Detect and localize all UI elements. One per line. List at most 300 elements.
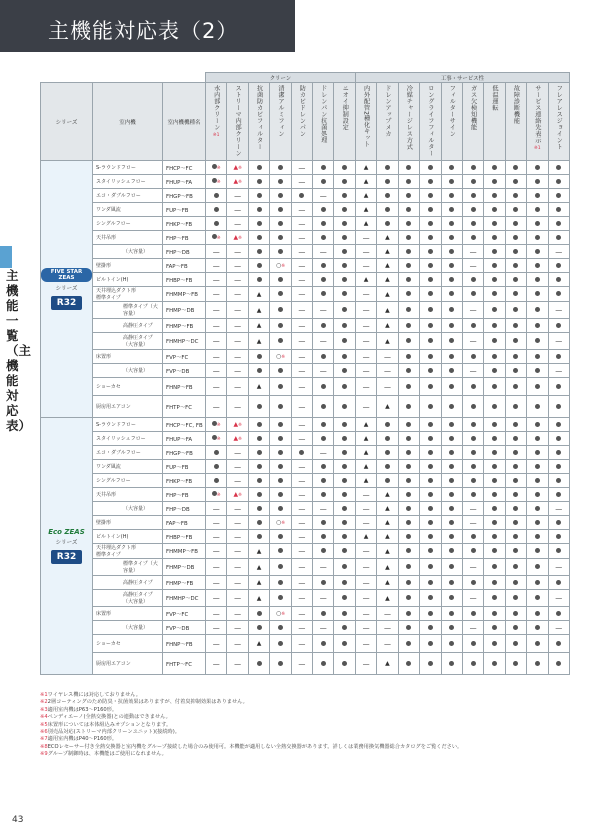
supported-dot bbox=[248, 446, 269, 460]
page-title: 主機能対応表（2） bbox=[48, 19, 239, 43]
supported-dot bbox=[377, 460, 398, 474]
indoor-unit-name: 床置形 bbox=[93, 607, 163, 621]
supported-dot bbox=[270, 287, 291, 302]
supported-dot bbox=[420, 189, 441, 203]
supported-dot bbox=[505, 245, 526, 259]
supported-dot bbox=[505, 175, 526, 189]
supported-dot bbox=[505, 502, 526, 516]
not-supported-dash: — bbox=[227, 189, 248, 203]
feature-column-header bbox=[355, 83, 376, 161]
indoor-unit-name: ワンダ風流 bbox=[93, 203, 163, 217]
feature-column-header bbox=[548, 83, 569, 161]
indoor-unit-name: （大容量） bbox=[93, 621, 163, 635]
supported-dot bbox=[484, 530, 505, 544]
supported-dot bbox=[248, 530, 269, 544]
supported-dot bbox=[441, 333, 462, 350]
supported-dot bbox=[398, 245, 419, 259]
not-supported-dash: — bbox=[291, 273, 312, 287]
supported-dot bbox=[334, 333, 355, 350]
model-name: FHBP～FB bbox=[163, 273, 206, 287]
supported-dot bbox=[441, 474, 462, 488]
not-supported-dash: — bbox=[355, 488, 376, 502]
supported-dot bbox=[248, 217, 269, 231]
not-supported-dash: — bbox=[355, 576, 376, 590]
supported-dot bbox=[462, 217, 483, 231]
feature-label: 冷媒チャージレス方式 bbox=[405, 85, 413, 150]
not-supported-dash: — bbox=[291, 621, 312, 635]
supported-dot bbox=[462, 319, 483, 333]
unit-type: 天井埋込ダクト形 bbox=[96, 288, 137, 294]
not-supported-dash: — bbox=[291, 502, 312, 516]
optional-triangle: ▲ bbox=[355, 175, 376, 189]
not-supported-dash: — bbox=[206, 516, 227, 530]
not-supported-dash: — bbox=[462, 333, 483, 350]
supported-dot bbox=[505, 576, 526, 590]
table-row bbox=[41, 446, 570, 460]
supported-dot bbox=[248, 175, 269, 189]
not-supported-dash: — bbox=[227, 350, 248, 364]
supported-dot-with-note: ※ bbox=[206, 175, 227, 189]
model-name: FUP～FB bbox=[163, 460, 206, 474]
not-supported-dash: — bbox=[291, 516, 312, 530]
not-supported-dash: — bbox=[227, 273, 248, 287]
footnote-text: 2層コーティングのため防臭・抗菌効果はありますが、付着臭抑制効果はありません。 bbox=[47, 699, 248, 706]
model-name: FHP～DB bbox=[163, 245, 206, 259]
supported-dot bbox=[484, 302, 505, 319]
optional-triangle: ▲ bbox=[355, 474, 376, 488]
indoor-unit-name: 高静圧タイプ bbox=[93, 576, 163, 590]
supported-dot bbox=[270, 621, 291, 635]
supported-dot bbox=[505, 607, 526, 621]
supported-dot bbox=[548, 516, 569, 530]
not-supported-dash: — bbox=[291, 161, 312, 175]
supported-dot bbox=[420, 350, 441, 364]
supported-dot bbox=[334, 273, 355, 287]
partial-circle-with-note: ○※ bbox=[270, 350, 291, 364]
indoor-unit-name: 標準タイプ（大容量） bbox=[93, 559, 163, 576]
supported-dot bbox=[248, 653, 269, 675]
optional-triangle: ▲ bbox=[248, 319, 269, 333]
supported-dot bbox=[270, 217, 291, 231]
footnote-text: 床置形については本体組込みオプションとなります。 bbox=[47, 721, 172, 728]
supported-dot bbox=[248, 516, 269, 530]
not-supported-dash: — bbox=[377, 635, 398, 653]
not-supported-dash: — bbox=[291, 333, 312, 350]
supported-dot bbox=[462, 432, 483, 446]
not-supported-dash: — bbox=[548, 302, 569, 319]
supported-dot bbox=[270, 396, 291, 418]
optional-triangle: ▲ bbox=[377, 653, 398, 675]
supported-dot bbox=[484, 161, 505, 175]
indoor-unit-name: スタイリッシュフロー bbox=[93, 432, 163, 446]
optional-triangle: ▲ bbox=[377, 245, 398, 259]
model-name: FHNP～FB bbox=[163, 378, 206, 396]
supported-dot bbox=[441, 364, 462, 378]
not-supported-dash: — bbox=[462, 516, 483, 530]
not-supported-dash: — bbox=[355, 559, 376, 576]
not-supported-dash: — bbox=[291, 460, 312, 474]
supported-dot bbox=[505, 333, 526, 350]
unit-subtype: 標準タイプ bbox=[96, 552, 121, 558]
indoor-unit-name: エコ・ダブルフロー bbox=[93, 189, 163, 203]
supported-dot bbox=[505, 273, 526, 287]
footnote-line bbox=[40, 722, 570, 729]
not-supported-dash: — bbox=[227, 530, 248, 544]
not-supported-dash: — bbox=[462, 302, 483, 319]
supported-dot-with-note: ※ bbox=[206, 488, 227, 502]
supported-dot bbox=[548, 432, 569, 446]
supported-dot bbox=[313, 161, 334, 175]
not-supported-dash: — bbox=[313, 590, 334, 607]
not-supported-dash: — bbox=[291, 559, 312, 576]
supported-dot bbox=[462, 530, 483, 544]
not-supported-dash: — bbox=[462, 364, 483, 378]
not-supported-dash: — bbox=[313, 302, 334, 319]
supported-dot bbox=[462, 418, 483, 432]
feature-table bbox=[40, 72, 570, 675]
supported-dot bbox=[377, 217, 398, 231]
supported-dot bbox=[334, 245, 355, 259]
supported-dot bbox=[420, 396, 441, 418]
supported-dot bbox=[270, 559, 291, 576]
supported-dot bbox=[548, 635, 569, 653]
supported-dot bbox=[505, 364, 526, 378]
not-supported-dash: — bbox=[227, 635, 248, 653]
supported-dot bbox=[462, 576, 483, 590]
not-supported-dash: — bbox=[206, 607, 227, 621]
supported-dot bbox=[420, 544, 441, 559]
supported-dot bbox=[270, 319, 291, 333]
supported-dot bbox=[484, 217, 505, 231]
supported-dot bbox=[420, 287, 441, 302]
optional-triangle: ▲ bbox=[377, 273, 398, 287]
not-supported-dash: — bbox=[548, 621, 569, 635]
supported-dot bbox=[420, 590, 441, 607]
supported-dot-with-note: ※ bbox=[206, 231, 227, 245]
optional-triangle: ▲ bbox=[248, 576, 269, 590]
supported-dot bbox=[270, 530, 291, 544]
not-supported-dash: — bbox=[462, 245, 483, 259]
supported-dot bbox=[484, 418, 505, 432]
supported-dot bbox=[527, 516, 548, 530]
supported-dot bbox=[398, 607, 419, 621]
model-name: FHP～DB bbox=[163, 502, 206, 516]
supported-dot bbox=[441, 418, 462, 432]
not-supported-dash: — bbox=[206, 319, 227, 333]
indoor-unit-name bbox=[93, 287, 163, 302]
optional-triangle: ▲ bbox=[377, 576, 398, 590]
supported-dot bbox=[484, 635, 505, 653]
model-name: FHMMP～FB bbox=[163, 287, 206, 302]
supported-dot bbox=[548, 460, 569, 474]
supported-dot bbox=[313, 607, 334, 621]
not-supported-dash: — bbox=[548, 245, 569, 259]
indoor-unit-name: 高静圧タイプ（大容量） bbox=[93, 333, 163, 350]
not-supported-dash: — bbox=[206, 530, 227, 544]
supported-dot bbox=[313, 474, 334, 488]
supported-dot bbox=[420, 302, 441, 319]
footnote-key: ※2 bbox=[40, 699, 48, 706]
supported-dot bbox=[398, 488, 419, 502]
supported-dot bbox=[441, 302, 462, 319]
footnote-text: 別売品対応(ストリーマ内部クリーンユニット)(接続時)。 bbox=[47, 729, 180, 736]
supported-dot bbox=[505, 231, 526, 245]
supported-dot bbox=[248, 396, 269, 418]
not-supported-dash: — bbox=[291, 576, 312, 590]
not-supported-dash: — bbox=[227, 203, 248, 217]
not-supported-dash: — bbox=[227, 217, 248, 231]
supported-dot bbox=[484, 544, 505, 559]
supported-dot bbox=[548, 653, 569, 675]
supported-dot bbox=[548, 231, 569, 245]
optional-triangle: ▲ bbox=[355, 189, 376, 203]
section-tab-marker bbox=[0, 246, 12, 268]
feature-column-header bbox=[248, 83, 269, 161]
supported-dot bbox=[548, 446, 569, 460]
indoor-unit-name: 厨房用エアコン bbox=[93, 653, 163, 675]
supported-dot bbox=[270, 161, 291, 175]
indoor-unit-name: （大容量） bbox=[93, 364, 163, 378]
supported-dot bbox=[398, 446, 419, 460]
supported-dot bbox=[334, 502, 355, 516]
model-name: FVP～FC bbox=[163, 350, 206, 364]
not-supported-dash: — bbox=[313, 446, 334, 460]
not-supported-dash: — bbox=[462, 590, 483, 607]
supported-dot bbox=[548, 319, 569, 333]
not-supported-dash: — bbox=[355, 635, 376, 653]
supported-dot bbox=[398, 621, 419, 635]
table-row bbox=[41, 653, 570, 675]
supported-dot bbox=[527, 621, 548, 635]
not-supported-dash: — bbox=[206, 576, 227, 590]
not-supported-dash: — bbox=[291, 607, 312, 621]
supported-dot bbox=[505, 635, 526, 653]
optional-triangle: ▲ bbox=[355, 161, 376, 175]
table-row bbox=[41, 396, 570, 418]
supported-dot bbox=[462, 378, 483, 396]
footnote-key: ※1 bbox=[40, 692, 48, 698]
supported-dot bbox=[441, 621, 462, 635]
supported-dot bbox=[527, 590, 548, 607]
not-supported-dash: — bbox=[291, 474, 312, 488]
indoor-unit-name: 壁掛形 bbox=[93, 516, 163, 530]
supported-dot bbox=[527, 273, 548, 287]
optional-triangle-with-note: ▲※ bbox=[227, 231, 248, 245]
model-name: FHMP～DB bbox=[163, 559, 206, 576]
model-column-header: 室内機機種名 bbox=[163, 83, 206, 161]
supported-dot bbox=[398, 530, 419, 544]
feature-label: 防カビドレンパン bbox=[298, 85, 306, 137]
indoor-unit-name: ワンダ風流 bbox=[93, 460, 163, 474]
supported-dot bbox=[462, 396, 483, 418]
series-column-header: シリーズ bbox=[41, 83, 93, 161]
supported-dot bbox=[313, 460, 334, 474]
supported-dot bbox=[548, 530, 569, 544]
supported-dot bbox=[441, 350, 462, 364]
supported-dot bbox=[505, 418, 526, 432]
optional-triangle: ▲ bbox=[377, 333, 398, 350]
model-name: FHCP～FC bbox=[163, 161, 206, 175]
not-supported-dash: — bbox=[291, 378, 312, 396]
supported-dot bbox=[527, 432, 548, 446]
not-supported-dash: — bbox=[355, 544, 376, 559]
supported-dot bbox=[484, 273, 505, 287]
supported-dot bbox=[441, 653, 462, 675]
supported-dot bbox=[441, 259, 462, 273]
not-supported-dash: — bbox=[227, 607, 248, 621]
supported-dot bbox=[484, 621, 505, 635]
indoor-unit-name bbox=[93, 544, 163, 559]
optional-triangle: ▲ bbox=[377, 544, 398, 559]
supported-dot bbox=[270, 590, 291, 607]
supported-dot bbox=[270, 175, 291, 189]
supported-dot bbox=[527, 259, 548, 273]
not-supported-dash: — bbox=[206, 259, 227, 273]
supported-dot bbox=[441, 576, 462, 590]
supported-dot bbox=[248, 231, 269, 245]
supported-dot bbox=[270, 245, 291, 259]
footnote-text: ペンディエーノ(全熱交換器)との連動はできません。 bbox=[47, 714, 171, 721]
supported-dot bbox=[527, 217, 548, 231]
supported-dot bbox=[270, 364, 291, 378]
supported-dot bbox=[548, 488, 569, 502]
supported-dot bbox=[377, 189, 398, 203]
supported-dot bbox=[398, 502, 419, 516]
supported-dot bbox=[334, 590, 355, 607]
optional-triangle: ▲ bbox=[355, 217, 376, 231]
supported-dot bbox=[462, 460, 483, 474]
not-supported-dash: — bbox=[377, 364, 398, 378]
table-row bbox=[41, 607, 570, 621]
supported-dot bbox=[270, 544, 291, 559]
supported-dot bbox=[420, 418, 441, 432]
supported-dot bbox=[527, 607, 548, 621]
indoor-unit-name: 天井吊形 bbox=[93, 231, 163, 245]
supported-dot bbox=[484, 189, 505, 203]
supported-dot bbox=[484, 590, 505, 607]
supported-dot bbox=[505, 287, 526, 302]
model-name: FAP～FB bbox=[163, 259, 206, 273]
model-name: FVP～DB bbox=[163, 621, 206, 635]
supported-dot bbox=[248, 350, 269, 364]
optional-triangle: ▲ bbox=[377, 259, 398, 273]
supported-dot bbox=[398, 559, 419, 576]
supported-dot bbox=[462, 544, 483, 559]
optional-triangle: ▲ bbox=[377, 396, 398, 418]
supported-dot bbox=[398, 432, 419, 446]
supported-dot bbox=[270, 333, 291, 350]
refrigerant-badge: R32 bbox=[51, 296, 82, 310]
unit-subtype: 標準タイプ bbox=[96, 295, 121, 301]
not-supported-dash: — bbox=[291, 259, 312, 273]
supported-dot bbox=[484, 488, 505, 502]
footnote-line bbox=[40, 699, 570, 706]
not-supported-dash: — bbox=[462, 621, 483, 635]
supported-dot bbox=[527, 203, 548, 217]
supported-dot bbox=[484, 396, 505, 418]
supported-dot bbox=[441, 559, 462, 576]
not-supported-dash: — bbox=[227, 621, 248, 635]
not-supported-dash: — bbox=[291, 418, 312, 432]
supported-dot bbox=[270, 378, 291, 396]
not-supported-dash: — bbox=[206, 653, 227, 675]
feature-column-header bbox=[398, 83, 419, 161]
feature-label: 清潔アルミフィン bbox=[276, 85, 284, 137]
supported-dot bbox=[548, 161, 569, 175]
model-name: FHUP～FA bbox=[163, 432, 206, 446]
supported-dot bbox=[334, 231, 355, 245]
optional-triangle: ▲ bbox=[355, 203, 376, 217]
supported-dot bbox=[527, 488, 548, 502]
supported-dot bbox=[313, 287, 334, 302]
optional-triangle: ▲ bbox=[355, 530, 376, 544]
feature-label: 故障診断機能 bbox=[512, 85, 520, 124]
not-supported-dash: — bbox=[227, 559, 248, 576]
optional-triangle: ▲ bbox=[248, 544, 269, 559]
supported-dot bbox=[484, 653, 505, 675]
not-supported-dash: — bbox=[313, 245, 334, 259]
not-supported-dash: — bbox=[548, 333, 569, 350]
optional-triangle: ▲ bbox=[248, 590, 269, 607]
supported-dot bbox=[270, 474, 291, 488]
not-supported-dash: — bbox=[206, 590, 227, 607]
feature-column-header bbox=[484, 83, 505, 161]
supported-dot bbox=[484, 502, 505, 516]
supported-dot bbox=[441, 273, 462, 287]
table-row bbox=[41, 217, 570, 231]
supported-dot bbox=[420, 245, 441, 259]
not-supported-dash: — bbox=[355, 350, 376, 364]
supported-dot bbox=[377, 175, 398, 189]
supported-dot bbox=[398, 544, 419, 559]
not-supported-dash: — bbox=[355, 302, 376, 319]
not-supported-dash: — bbox=[355, 653, 376, 675]
supported-dot bbox=[420, 621, 441, 635]
feature-column-header bbox=[462, 83, 483, 161]
supported-dot bbox=[313, 516, 334, 530]
optional-triangle: ▲ bbox=[377, 302, 398, 319]
supported-dot bbox=[484, 378, 505, 396]
not-supported-dash: — bbox=[462, 559, 483, 576]
not-supported-dash: — bbox=[462, 259, 483, 273]
supported-dot bbox=[313, 175, 334, 189]
supported-dot bbox=[248, 203, 269, 217]
not-supported-dash: — bbox=[291, 231, 312, 245]
indoor-unit-name: S-ラウンドフロー bbox=[93, 161, 163, 175]
supported-dot bbox=[206, 460, 227, 474]
supported-dot bbox=[505, 396, 526, 418]
supported-dot bbox=[398, 175, 419, 189]
supported-dot bbox=[484, 287, 505, 302]
optional-triangle-with-note: ▲※ bbox=[227, 161, 248, 175]
not-supported-dash: — bbox=[227, 378, 248, 396]
supported-dot bbox=[441, 203, 462, 217]
table-row bbox=[41, 259, 570, 273]
not-supported-dash: — bbox=[291, 590, 312, 607]
not-supported-dash: — bbox=[291, 287, 312, 302]
table-row bbox=[41, 364, 570, 378]
not-supported-dash: — bbox=[227, 516, 248, 530]
footnote-key: ※6 bbox=[40, 729, 48, 736]
optional-triangle: ▲ bbox=[377, 590, 398, 607]
table-row bbox=[41, 319, 570, 333]
supported-dot bbox=[548, 474, 569, 488]
model-name: FHMMP～FB bbox=[163, 544, 206, 559]
supported-dot bbox=[462, 161, 483, 175]
not-supported-dash: — bbox=[355, 259, 376, 273]
supported-dot bbox=[484, 460, 505, 474]
supported-dot bbox=[484, 516, 505, 530]
